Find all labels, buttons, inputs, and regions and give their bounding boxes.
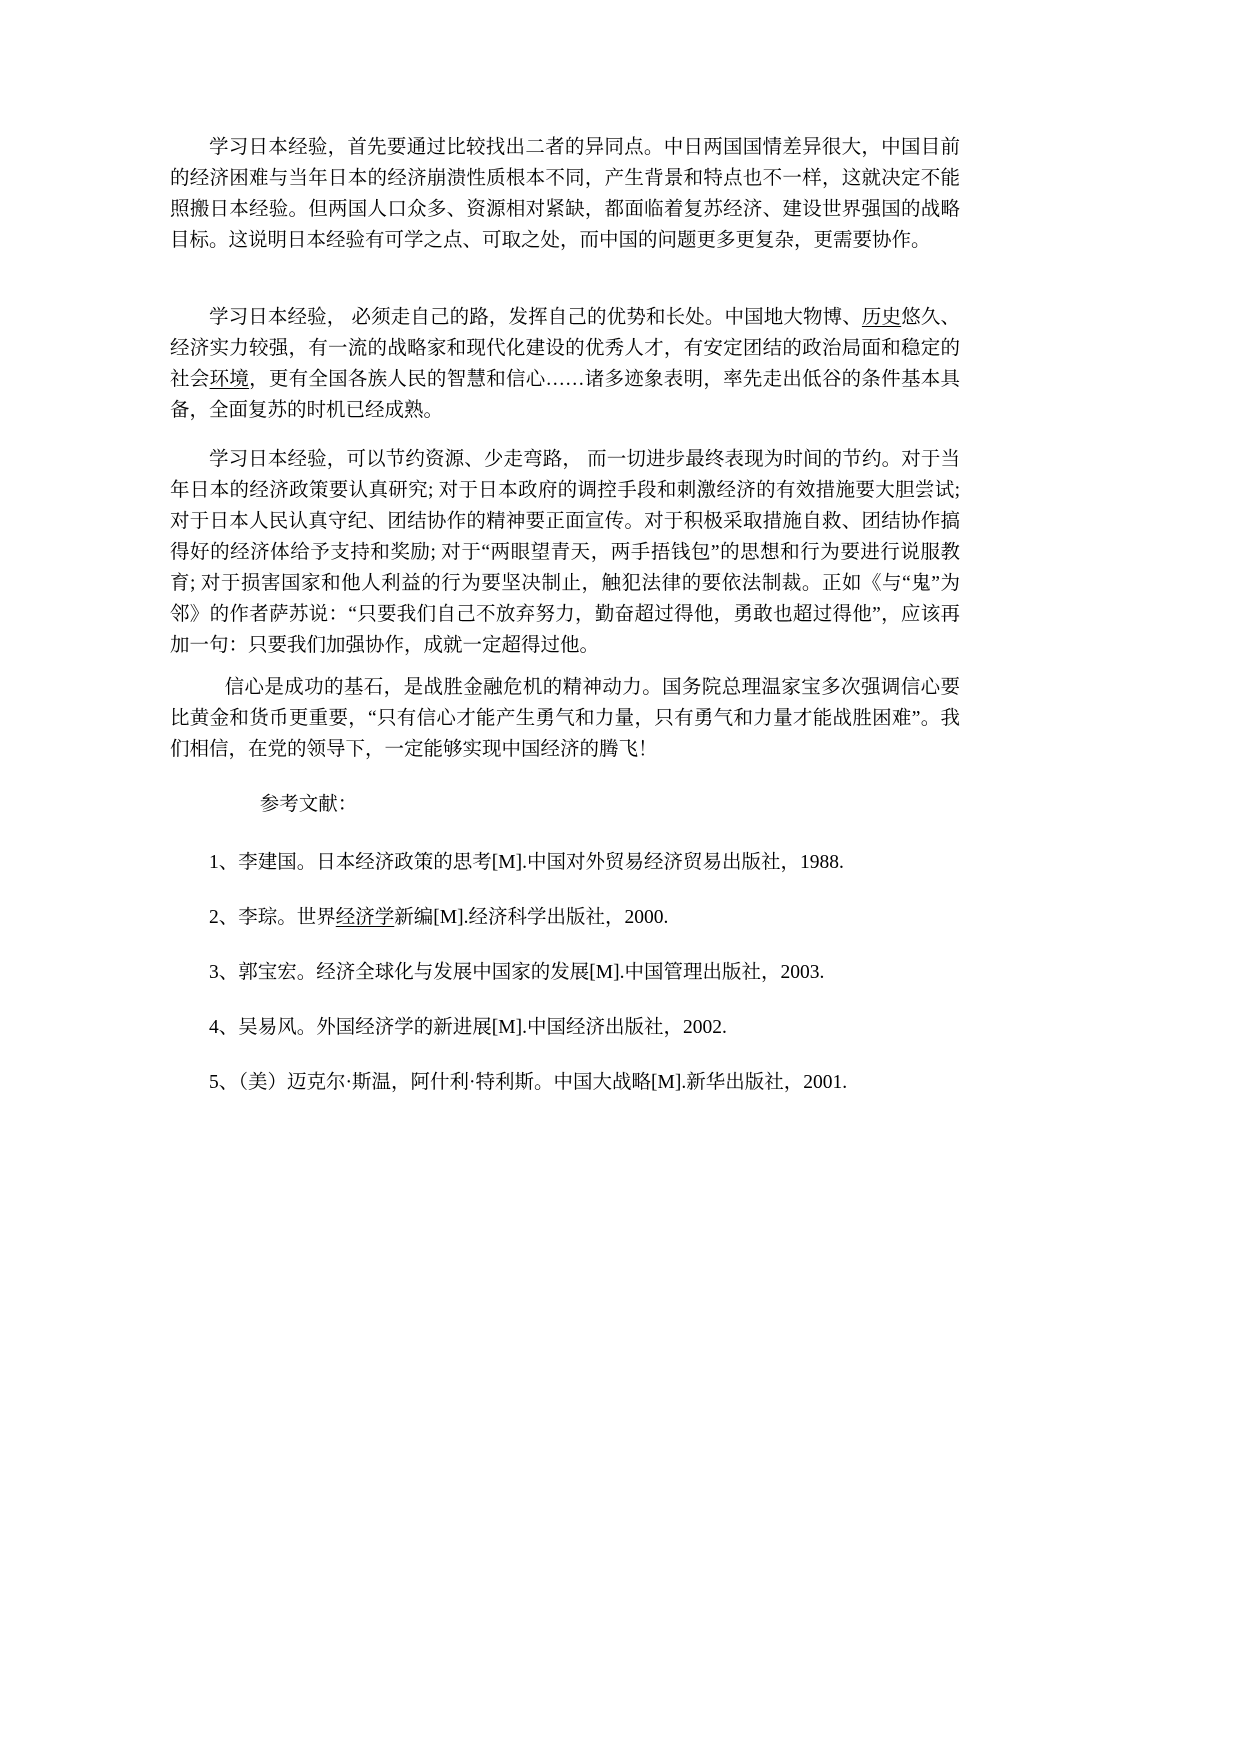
reference-item-3 — [170, 957, 960, 988]
reference-item-5 — [170, 1067, 960, 1098]
references-heading — [170, 789, 960, 820]
reference-text: 3、郭宝宏。经济全球化与发展中国家的发展[M].中国管理出版社，2003. — [209, 962, 825, 983]
paragraph-text: 学习日本经验，可以节约资源、少走弯路， 而一切进步最终表现为时间的节约。对于当年日本的经济政策要认真研究; 对于日本政府的调控手段和刺激经济的有效措施要大胆尝试; 对于日本人民认真守纪、团结协作的精神要正面宣传。对于积极采取措施自救、团结协作搞得好的经济体给予支持和奖励; 对于“两眼望青天，两手捂钱包”的思想和行为要进行说服教育; 对于损害国家和他人利益的行为要坚决制止，触犯法律的要依法制裁。正如《与“鬼”为邻》的作者萨苏说：“只要我们自己不放弃努力，勤奋超过得他，勇敢也超过得他”，应该再加一句：只要我们加强协作，成就一定超得过他。 — [170, 449, 960, 656]
paragraph-save-resources — [170, 444, 960, 661]
reference-item-2 — [170, 902, 960, 933]
document-content — [170, 132, 960, 1122]
paragraph-text: 学习日本经验， 必须走自己的路，发挥自己的优势和长处。中国地大物博、 — [209, 307, 862, 328]
paragraph-compare — [170, 132, 960, 256]
underlined-text: 经济学 — [335, 907, 395, 928]
reference-text: 5、（美）迈克尔·斯温，阿什利·特利斯。中国大战略[M].新华出版社，2001. — [209, 1072, 848, 1093]
paragraph-text: ，更有全国各族人民的智慧和信心……诸多迹象表明，率先走出低谷的条件基本具备，全面复苏的时机已经成熟。 — [170, 369, 960, 421]
reference-item-4 — [170, 1012, 960, 1043]
underlined-text: 环境 — [209, 369, 250, 390]
paragraph-text: 学习日本经验，首先要通过比较找出二者的异同点。中日两国国情差异很大，中国目前的经济困难与当年日本的经济崩溃性质根本不同，产生背景和特点也不一样，这就决定不能照搬日本经验。但两国人口众多、资源相对紧缺，都面临着复苏经济、建设世界强国的战略目标。这说明日本经验有可学之点、可取之处，而中国的问题更多更复杂，更需要协作。 — [170, 137, 960, 251]
reference-text: 2、李琮。世界 — [209, 907, 336, 928]
paragraph-own-path — [170, 302, 960, 426]
paragraph-text: 悠久、经济实力较强，有一流的战略家和现代化建设的优秀人才，有安定团结的政治局面和稳定的社会 — [170, 307, 960, 390]
references-heading-text: 参考文献： — [259, 794, 358, 815]
reference-text: 4、吴易风。外国经济学的新进展[M].中国经济出版社，2002. — [209, 1017, 727, 1038]
paragraph-confidence — [170, 672, 960, 765]
reference-text: 1、李建国。日本经济政策的思考[M].中国对外贸易经济贸易出版社，1988. — [209, 852, 844, 873]
reference-text: 新编[M].经济科学出版社，2000. — [394, 907, 669, 928]
underlined-text: 历史 — [861, 307, 902, 328]
paragraph-text: 信心是成功的基石，是战胜金融危机的精神动力。国务院总理温家宝多次强调信心要比黄金和货币更重要，“只有信心才能产生勇气和力量，只有勇气和力量才能战胜困难”。我们相信，在党的领导下，一定能够实现中国经济的腾飞！ — [170, 677, 960, 760]
reference-item-1 — [170, 847, 960, 878]
